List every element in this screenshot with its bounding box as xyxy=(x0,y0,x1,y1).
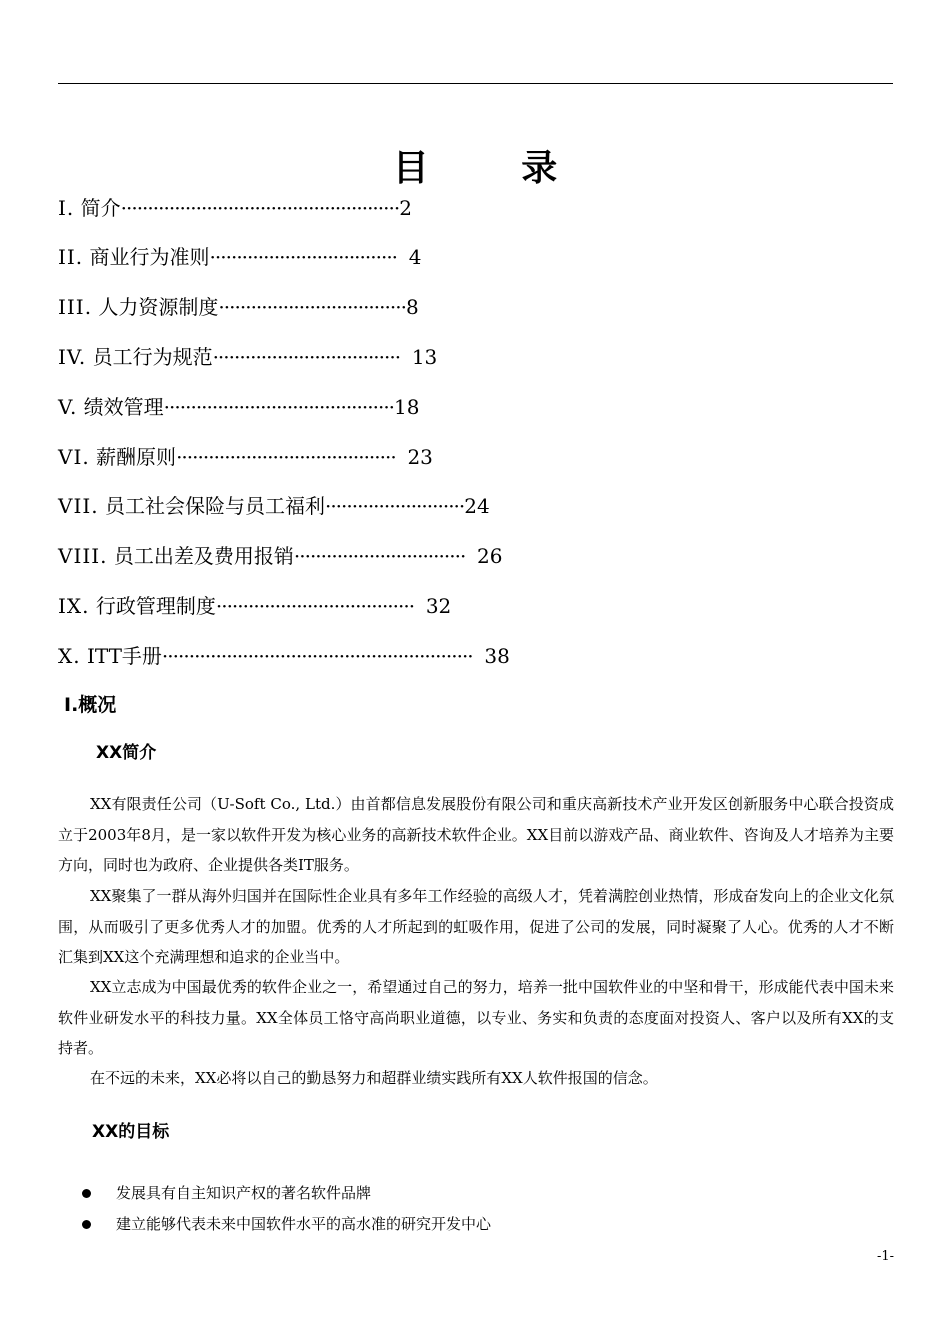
bullet-icon xyxy=(82,1220,91,1229)
toc-title: 目 录 xyxy=(392,148,598,189)
toc-entry[interactable] xyxy=(58,293,419,321)
toc-entry-label: 简介 xyxy=(80,196,121,220)
toc-entry-page: 13 xyxy=(411,345,438,369)
toc-entry-page: 8 xyxy=(405,295,419,319)
toc-entry[interactable] xyxy=(58,243,422,271)
toc-entry[interactable] xyxy=(58,443,433,471)
toc-entry-leader: ····································· xyxy=(215,594,420,618)
list-item xyxy=(82,1209,491,1240)
toc-entry[interactable] xyxy=(58,194,412,222)
toc-entry-label: 薪酬原则 xyxy=(96,445,177,469)
toc-entry-leader: ··································· xyxy=(212,345,406,369)
toc-entry-number: X. xyxy=(58,644,81,668)
toc-entry-number: V. xyxy=(58,395,78,419)
page-number: -1- xyxy=(876,1249,894,1264)
toc-entry[interactable] xyxy=(58,492,490,520)
toc-entry-label: 人力资源制度 xyxy=(98,295,219,319)
toc-entry-number: VIII. xyxy=(58,544,108,568)
toc-entry-label: 员工行为规范 xyxy=(92,345,213,369)
intro-heading: XX简介 xyxy=(96,743,157,763)
toc-entry-label: 商业行为准则 xyxy=(89,245,210,269)
intro-paragraph: XX有限责任公司（U-Soft Co., Ltd.）由首都信息发展股份有限公司和重庆高新技术产业开发区创新服务中心联合投资成立于2003年8月，是一家以软件开发为核心业务的高新技术软件企业。XX目前以游戏产品、商业软件、咨询及人才培养为主要方向，同时也为政府、企业提供各类IT服务。 xyxy=(58,795,894,874)
toc-entry-leader: ··········································· xyxy=(163,395,395,419)
toc-entry-leader: ··································· xyxy=(209,245,403,269)
toc-entry-label: 员工出差及费用报销 xyxy=(113,544,294,568)
toc-entry[interactable] xyxy=(58,393,420,421)
toc-entry-label: ITT手册 xyxy=(86,644,162,668)
goal-text: 发展具有自主知识产权的著名软件品牌 xyxy=(116,1184,372,1202)
header-rule xyxy=(58,83,893,84)
toc-entry-page: 4 xyxy=(408,245,422,269)
goals-heading: XX的目标 xyxy=(92,1122,170,1142)
toc-entry-page: 24 xyxy=(464,494,490,518)
toc-entry-label: 绩效管理 xyxy=(83,395,164,419)
toc-entry[interactable] xyxy=(58,592,451,620)
toc-entry-leader: ········································· xyxy=(176,445,402,469)
toc-entry-leader: ···················································· xyxy=(120,196,400,220)
toc-entry-page: 18 xyxy=(394,395,420,419)
intro-paragraph: 在不远的未来，XX必将以自己的勤恳努力和超群业绩实践所有XX人软件报国的信念。 xyxy=(90,1069,658,1087)
intro-paragraph: XX立志成为中国最优秀的软件企业之一，希望通过自己的努力，培养一批中国软件业的中坚和骨干，形成能代表中国未来软件业研发水平的科技力量。XX全体员工恪守高尚职业道德，以专业、务实和负责的态度面对投资人、客户以及所有XX的支持者。 xyxy=(58,978,894,1057)
toc-entry[interactable] xyxy=(58,642,510,670)
goals-list xyxy=(82,1178,491,1240)
toc-entry-number: IV. xyxy=(58,345,87,369)
toc-entry[interactable] xyxy=(58,343,437,371)
section-heading: I.概况 xyxy=(64,694,117,716)
toc-entry[interactable] xyxy=(58,542,502,570)
toc-entry-number: I. xyxy=(58,196,75,220)
toc-entry-page: 2 xyxy=(399,196,412,220)
toc-entry-number: IX. xyxy=(58,594,90,618)
toc-entry-page: 32 xyxy=(425,594,452,618)
toc-entry-number: VI. xyxy=(58,445,90,469)
toc-entry-page: 26 xyxy=(477,544,503,568)
toc-entry-page: 23 xyxy=(407,445,433,469)
toc-entry-number: II. xyxy=(58,245,84,269)
bullet-icon xyxy=(82,1189,91,1198)
toc-entry-leader: ·························································· xyxy=(161,644,479,668)
toc-entry-label: 行政管理制度 xyxy=(95,594,216,618)
toc-entry-leader: ·························· xyxy=(324,494,465,518)
intro-paragraph: XX聚集了一群从海外归国并在国际性企业具有多年工作经验的高级人才，凭着满腔创业热情，形成奋发向上的企业文化氛围，从而吸引了更多优秀人才的加盟。优秀的人才所起到的虹吸作用，促进了公司的发展，同时凝聚了人心。优秀的人才不断汇集到XX这个充满理想和追求的企业当中。 xyxy=(58,887,894,966)
toc-entry-page: 38 xyxy=(484,644,510,668)
toc-entry-leader: ··································· xyxy=(218,295,406,319)
goal-text: 建立能够代表未来中国软件水平的高水准的研究开发中心 xyxy=(116,1215,492,1233)
list-item xyxy=(82,1178,491,1209)
toc-entry-leader: ································ xyxy=(293,544,471,568)
toc-entry-number: VII. xyxy=(58,494,99,518)
toc-entry-label: 员工社会保险与员工福利 xyxy=(104,494,325,518)
toc-entry-number: III. xyxy=(58,295,93,319)
